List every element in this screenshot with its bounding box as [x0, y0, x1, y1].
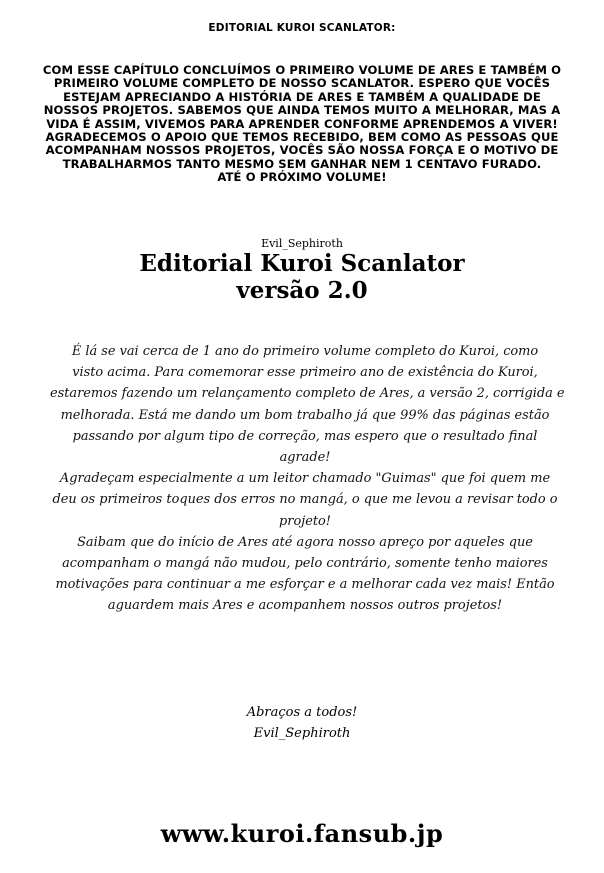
letter-line: acompanham o mangá não mudou, pelo contrário, somente tenho maiores: [62, 556, 548, 572]
letter-closing: [0, 702, 604, 744]
letter-line: É lá se vai cerca de 1 ano do primeiro volume completo do Kuroi, como: [71, 344, 539, 359]
intro-line: VIDA É ASSIM, VIVEMOS PARA APRENDER CONFORME APRENDEMOS A VIVER!: [46, 116, 558, 131]
letter-line: projeto!: [279, 513, 331, 529]
footer-url: www.kuroi.fansub.jp: [160, 819, 444, 848]
letter-line: passando por algum tipo de correção, mas espero que o resultado final: [72, 428, 538, 444]
intro-line: NOSSOS PROJETOS. SABEMOS QUE AINDA TEMOS MUITO A MELHORAR, MAS A: [43, 103, 561, 118]
letter-line: Agradeçam especialmente a um leitor chamado "Guimas" que foi quem me: [59, 471, 551, 487]
letter-line: melhorada. Está me dando um bom trabalho já que 99% das páginas estão: [60, 407, 550, 423]
editorial-letter: [50, 341, 565, 617]
letter-line: estaremos fazendo um relançamento completo de Ares, a versão 2, corrigida e: [50, 386, 565, 402]
letter-line: motivações para continuar a me esforçar e a melhorar cada vez mais! Então: [55, 577, 555, 593]
intro-line: TRABALHARMOS TANTO MESMO SEM GANHAR NEM 1 CENTAVO FURADO.: [62, 156, 542, 171]
letter-line: deu os primeiros toques dos erros no mangá, o que me levou a revisar todo o: [52, 492, 558, 508]
closing-greeting: Abraços a todos!: [246, 705, 358, 720]
title-line-2: versão 2.0: [236, 277, 368, 304]
intro-line: ATÉ O PRÓXIMO VOLUME!: [217, 170, 387, 185]
letter-line: agrade!: [279, 450, 331, 466]
intro-paragraph: [24, 64, 580, 185]
intro-line: ESTEJAM APRECIANDO A HISTÓRIA DE ARES E TAMBÉM A QUALIDADE DE: [63, 89, 541, 104]
closing-signature: Evil_Sephiroth: [253, 726, 351, 741]
letter-line: aguardem mais Ares e acompanhem nossos outros projetos!: [107, 598, 503, 614]
intro-signature: Evil_Sephiroth: [261, 237, 343, 250]
intro-line: COM ESSE CAPÍTULO CONCLUÍMOS O PRIMEIRO VOLUME DE ARES E TAMBÉM O: [42, 63, 562, 77]
letter-line: visto acima. Para comemorar esse primeiro ano de existência do Kuroi,: [72, 365, 538, 381]
editorial-heading: EDITORIAL KUROI SCANLATOR:: [208, 22, 396, 34]
intro-line: AGRADECEMOS O APOIO QUE TEMOS RECEBIDO, BEM COMO AS PESSOAS QUE: [45, 130, 559, 145]
letter-line: Saibam que do início de Ares até agora nosso apreço por aqueles que: [77, 534, 533, 550]
intro-line: ACOMPANHAM NOSSOS PROJETOS, VOCÊS SÃO NOSSA FORÇA E O MOTIVO DE: [45, 143, 559, 158]
intro-line: PRIMEIRO VOLUME COMPLETO DE NOSSO SCANLATOR. ESPERO QUE VOCÊS: [53, 76, 551, 91]
page-title: [0, 250, 604, 304]
title-line-1: Editorial Kuroi Scanlator: [139, 250, 465, 277]
